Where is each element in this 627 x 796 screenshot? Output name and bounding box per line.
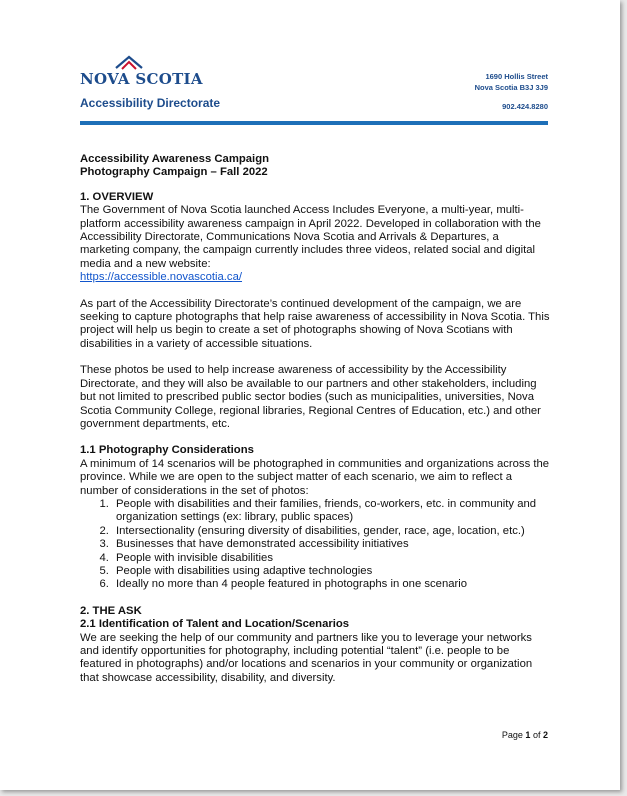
considerations-heading: 1.1 Photography Considerations xyxy=(80,444,254,457)
overview-paragraph-1: The Government of Nova Scotia launched Access Includes Everyone, a multi-year, multi-platform accessibility awareness campaign in April 2022. Developed in collaboration with the Accessibility Directorate, Communications Nova Scotia and Arrivals & Departures, a marketing company, the campaign currently includes three videos, related social and digital media and a new website: xyxy=(80,204,541,270)
overview-heading: 1. OVERVIEW xyxy=(80,190,154,203)
page-number xyxy=(502,730,548,740)
overview-paragraph-2: As part of the Accessibility Directorate’s continued development of the campaign, we are seeking to capture photographs that help raise awareness of accessibility in Nova Scotia. This project will help us begin to create a set of photographs showing of Nova Scotians with disabilities in a variety of accessible situations. xyxy=(80,297,550,350)
overview-paragraph-3: These photos be used to help increase awareness of accessibility by the Accessibility Directorate, and they will also be available to our partners and other stakeholders, including but not limited to prescribed public sector bodies (such as municipalities, universities, Nova Scotia Community College, regional libraries, Regional Centres of Education, etc.) and other government departments, etc. xyxy=(80,364,541,430)
address-block xyxy=(475,71,548,112)
list-item: 4. People with invisible disabilities xyxy=(112,552,550,565)
ask-heading: 2. THE ASK xyxy=(80,604,142,617)
address-city: Nova Scotia B3J 3J9 xyxy=(474,83,548,92)
current-page: 1 xyxy=(525,730,531,740)
ask-subheading: 2.1 Identification of Talent and Location/Scenarios xyxy=(80,618,350,631)
total-pages: 2 xyxy=(542,730,548,740)
header-rule xyxy=(80,121,548,125)
list-item: 5. People with disabilities using adaptive technologies xyxy=(112,565,550,578)
ask-paragraph: We are seeking the help of our community and partners like you to leverage your networks and identify opportunities for photography, including potential “talent” (i.e. people to be featured in photographs) and/or locations and scenarios in your community or organization that showcase accessibility, disability, and diversity. xyxy=(80,631,533,684)
title-line-2: Photography Campaign – Fall 2022 xyxy=(80,166,268,179)
list-item: 3. Businesses that have demonstrated accessibility initiatives xyxy=(112,538,550,551)
directorate-name: Accessibility Directorate xyxy=(80,96,221,110)
considerations-intro: A minimum of 14 scenarios will be photographed in communities and organizations across the province. While we are open to the subject matter of each scenario, we aim to reflect a number of considerations in the set of photos: xyxy=(80,457,550,497)
title-line-1: Accessibility Awareness Campaign xyxy=(80,153,269,165)
logo-wordmark: NOVA SCOTIA xyxy=(80,70,203,88)
campaign-website-link[interactable]: https://accessible.novascotia.ca/ xyxy=(80,271,243,284)
phone-number: 902.424.8280 xyxy=(502,102,548,111)
address-street: 1690 Hollis Street xyxy=(485,72,548,81)
of-label: of xyxy=(532,730,541,740)
page-label: Page xyxy=(501,730,523,740)
nova-scotia-logo xyxy=(80,54,203,90)
list-item: 6. Ideally no more than 4 people featured in photographs in one scenario xyxy=(112,578,550,591)
list-item: 1. People with disabilities and their families, friends, co-workers, etc. in community and organization settings (ex: library, public spaces) xyxy=(112,498,550,525)
document-body xyxy=(80,153,550,685)
considerations-list xyxy=(80,498,550,592)
list-item: 2. Intersectionality (ensuring diversity of disabilities, gender, race, age, location, etc.) xyxy=(112,525,550,538)
